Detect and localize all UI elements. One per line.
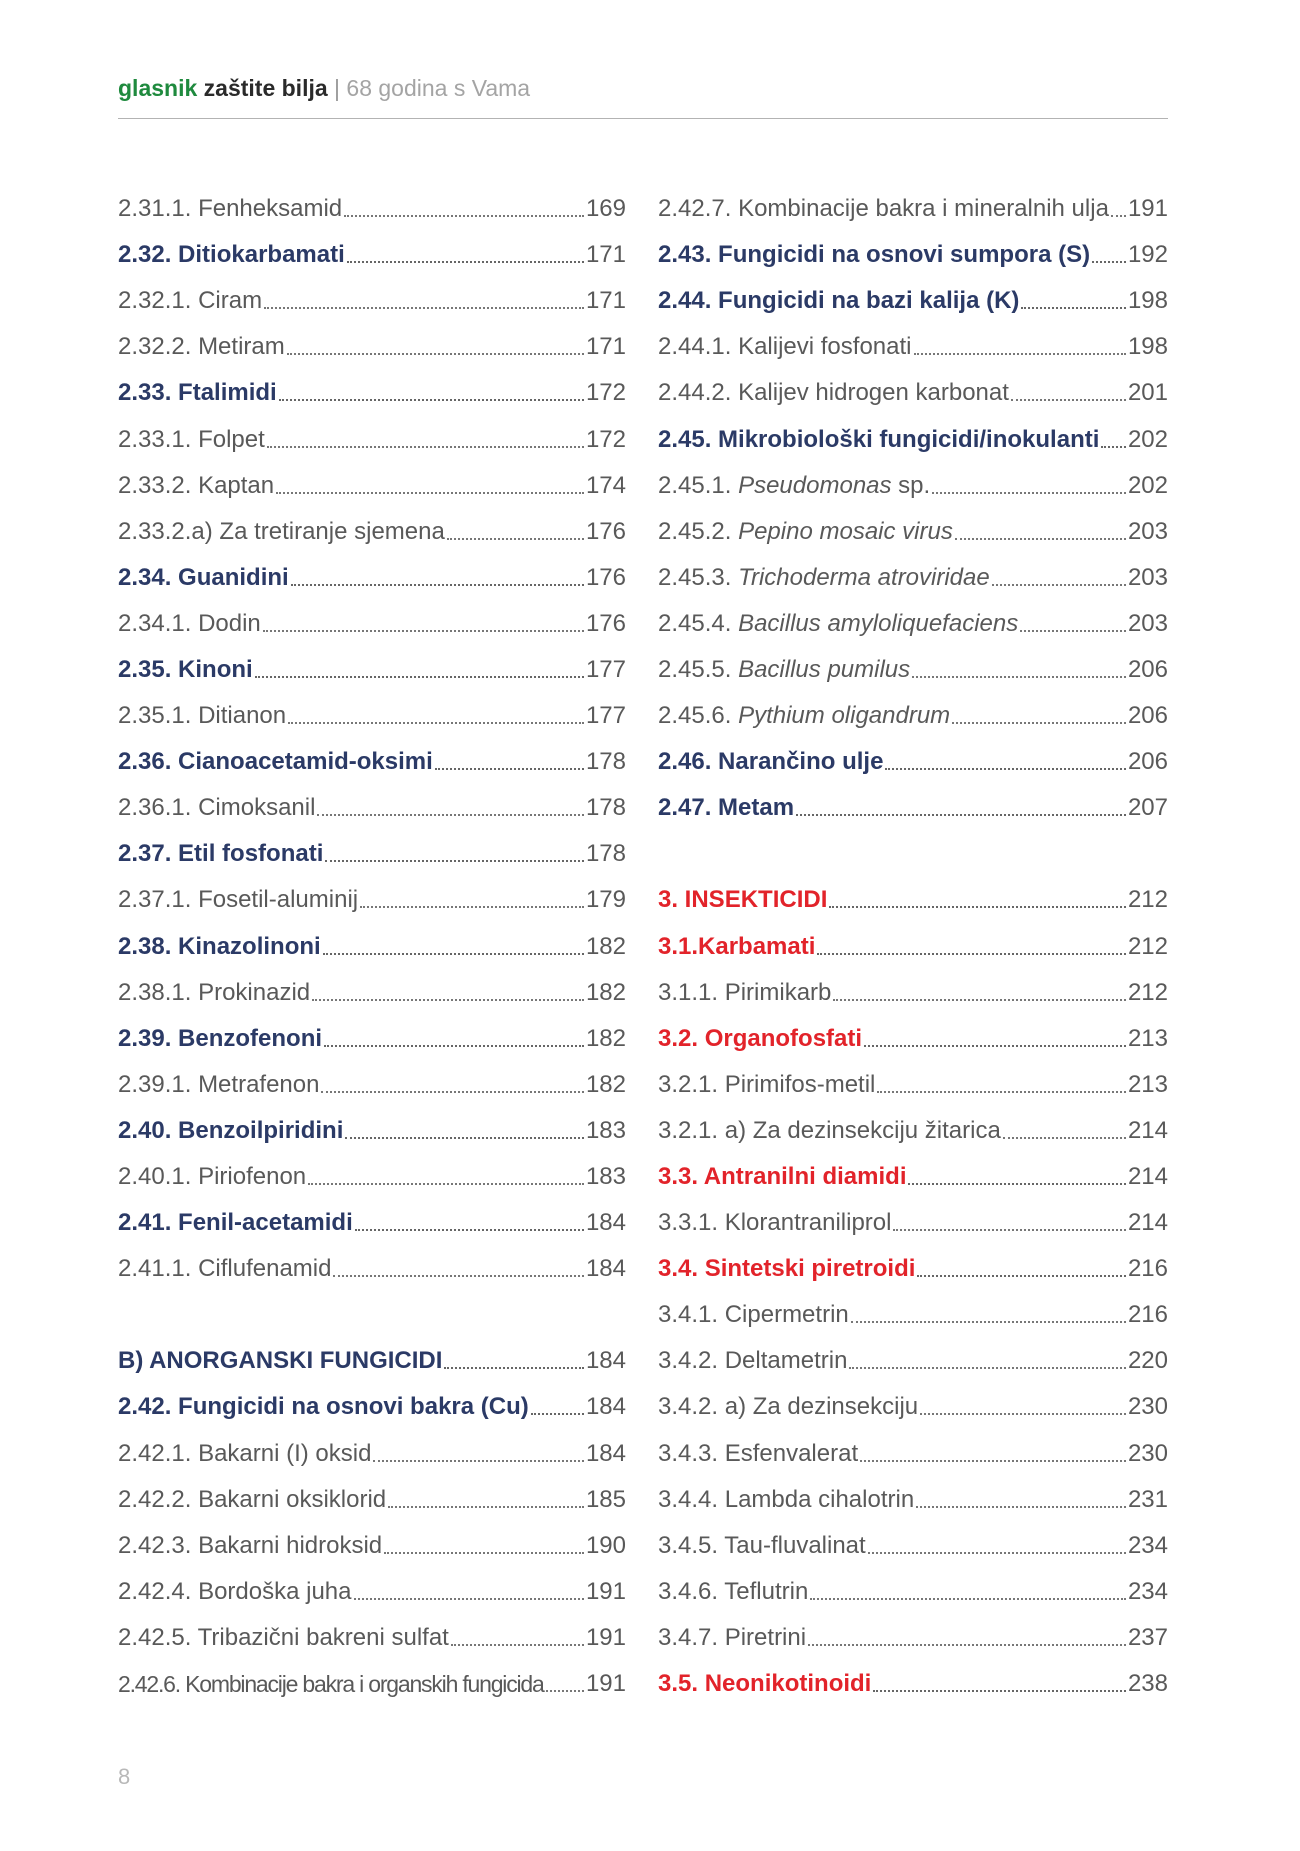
toc-entry-page: 185 [585, 1485, 626, 1513]
toc-entry-label: 2.39.1. Metrafenon [118, 1070, 320, 1098]
toc-entry-label: 3.4.1. Cipermetrin [658, 1301, 849, 1329]
toc-entry-page: 207 [1127, 794, 1168, 822]
toc-entry-page: 206 [1127, 748, 1168, 776]
toc-entry-page: 184 [585, 1393, 626, 1421]
toc-entry-label: 2.45. Mikrobiološki fungicidi/inokulanti [658, 425, 1100, 453]
toc-entry-label: 2.45.2. Pepino mosaic virus [658, 517, 953, 545]
toc-leader-dots [444, 1367, 584, 1369]
toc-entry-label: 2.33.2.a) Za tretiranje sjemena [118, 517, 445, 545]
toc-entry-label: 3.2. Organofosfati [658, 1024, 863, 1052]
toc-entry[interactable] [118, 1661, 626, 1707]
toc-entry[interactable] [658, 1523, 1168, 1569]
toc-leader-dots [344, 215, 584, 217]
toc-entry[interactable] [118, 1338, 626, 1384]
toc-entry-page: 191 [585, 1577, 626, 1605]
toc-column-right [658, 186, 1168, 1707]
toc-entry-page: 212 [1127, 932, 1168, 960]
toc-entry-label: 2.45.5. Bacillus pumilus [658, 655, 911, 683]
toc-entry[interactable] [118, 1016, 626, 1062]
toc-entry-page: 171 [585, 241, 626, 269]
toc-leader-dots [920, 1413, 1126, 1415]
toc-entry[interactable] [118, 970, 626, 1016]
toc-entry[interactable] [658, 555, 1168, 601]
toc-leader-dots [932, 492, 1126, 494]
toc-entry[interactable] [118, 1200, 626, 1246]
toc-leader-dots [912, 676, 1126, 678]
toc-entry-page: 216 [1127, 1255, 1168, 1283]
toc-entry-label: 3.5. Neonikotinoidi [658, 1670, 872, 1698]
toc-leader-dots [1021, 307, 1126, 309]
toc-entry-page: 182 [585, 1070, 626, 1098]
toc-entry-page: 203 [1127, 517, 1168, 545]
toc-entry[interactable] [118, 1523, 626, 1569]
toc-leader-dots [808, 1644, 1126, 1646]
toc-entry-label: 3.3.1. Klorantraniliprol [658, 1209, 892, 1237]
toc-entry[interactable] [658, 278, 1168, 324]
toc-entry-page: 177 [585, 655, 626, 683]
toc-leader-dots [355, 1229, 584, 1231]
toc-entry[interactable] [118, 232, 626, 278]
toc-entry-page: 213 [1127, 1070, 1168, 1098]
toc-entry-page: 220 [1127, 1347, 1168, 1375]
toc-entry-page: 171 [585, 333, 626, 361]
toc-entry-page: 202 [1127, 471, 1168, 499]
toc-entry[interactable] [658, 601, 1168, 647]
toc-leader-dots [308, 1183, 584, 1185]
toc-entry-page: 179 [585, 886, 626, 914]
toc-entry-label: 2.38. Kinazolinoni [118, 932, 321, 960]
toc-entry[interactable] [118, 416, 626, 462]
toc-leader-dots [354, 1598, 584, 1600]
toc-entry[interactable] [658, 877, 1168, 923]
toc-entry[interactable] [658, 1062, 1168, 1108]
toc-entry-page: 214 [1127, 1209, 1168, 1237]
toc-entry-label: 2.42.7. Kombinacije bakra i mineralnih ulja [658, 195, 1109, 223]
toc-entry-label: 2.44.1. Kalijevi fosfonati [658, 333, 912, 361]
toc-entry-label: 2.45.6. Pythium oligandrum [658, 702, 951, 730]
toc-entry[interactable] [658, 1154, 1168, 1200]
toc-entry-page: 203 [1127, 563, 1168, 591]
toc-entry-label: 2.35. Kinoni [118, 655, 253, 683]
toc-entry-label: 2.32. Ditiokarbamati [118, 241, 345, 269]
toc-entry[interactable] [658, 924, 1168, 970]
toc-entry-page: 184 [585, 1255, 626, 1283]
toc-leader-dots [885, 768, 1126, 770]
toc-entry-page: 172 [585, 425, 626, 453]
toc-leader-dots [325, 860, 584, 862]
toc-entry-label: 2.34. Guanidini [118, 563, 289, 591]
page-number: 8 [118, 1764, 131, 1789]
toc-entry-label: 2.45.1. Pseudomonas sp. [658, 471, 931, 499]
toc-entry-label: 2.45.4. Bacillus amyloliquefaciens [658, 609, 1019, 637]
toc-entry-page: 192 [1127, 241, 1168, 269]
toc-entry-page: 214 [1127, 1163, 1168, 1191]
toc-entry[interactable] [118, 1384, 626, 1430]
toc-entry-page: 177 [585, 702, 626, 730]
toc-entry-species: Trichoderma atroviridae [738, 563, 990, 591]
toc-entry-page: 216 [1127, 1301, 1168, 1329]
toc-entry-label: 2.46. Narančino ulje [658, 748, 884, 776]
toc-entry-label: 2.36.1. Cimoksanil [118, 794, 316, 822]
toc-leader-dots [291, 584, 584, 586]
toc-leader-dots [952, 722, 1126, 724]
toc-entry-species: Pythium oligandrum [738, 702, 951, 730]
toc-entry-page: 191 [1127, 195, 1168, 223]
toc-entry-page: 169 [585, 195, 626, 223]
toc-entry[interactable] [118, 693, 626, 739]
toc-leader-dots [1101, 446, 1126, 448]
toc-entry-species: Bacillus pumilus [738, 655, 911, 683]
toc-entry[interactable] [118, 509, 626, 555]
toc-entry-page: 202 [1127, 425, 1168, 453]
toc-entry[interactable] [658, 785, 1168, 831]
toc-entry[interactable] [118, 1246, 626, 1292]
toc-entry-label: 2.33.2. Kaptan [118, 471, 275, 499]
toc-leader-dots [992, 584, 1126, 586]
toc-entry[interactable] [658, 370, 1168, 416]
toc-entry[interactable] [658, 1569, 1168, 1615]
toc-entry-page: 191 [585, 1623, 626, 1651]
toc-entry-label: 3.4.3. Esfenvalerat [658, 1439, 859, 1467]
toc-entry-label: 2.40.1. Piriofenon [118, 1163, 307, 1191]
toc-leader-dots [287, 353, 584, 355]
toc-entry-page: 178 [585, 794, 626, 822]
toc-entry-label: 3.2.1. Pirimifos-metil [658, 1070, 876, 1098]
toc-entry-label: 2.44. Fungicidi na bazi kalija (K) [658, 287, 1020, 315]
toc-entry-label: 2.41.1. Ciflufenamid [118, 1255, 332, 1283]
toc-entry[interactable] [658, 647, 1168, 693]
toc-leader-dots [288, 722, 584, 724]
toc-entry-label: 2.35.1. Ditianon [118, 702, 287, 730]
toc-entry[interactable] [118, 924, 626, 970]
toc-entry[interactable] [118, 1615, 626, 1661]
toc-entry-species: Pepino mosaic virus [738, 517, 953, 545]
toc-entry[interactable] [118, 278, 626, 324]
toc-entry-page: 182 [585, 978, 626, 1006]
toc-leader-dots [345, 1137, 584, 1139]
toc-entry-label: 3.4.6. Teflutrin [658, 1577, 809, 1605]
toc-leader-dots [360, 906, 584, 908]
toc-entry[interactable] [658, 416, 1168, 462]
toc-entry[interactable] [118, 324, 626, 370]
toc-leader-dots [817, 953, 1126, 955]
toc-leader-dots [796, 814, 1126, 816]
toc-leader-dots [1020, 630, 1126, 632]
toc-entry-page: 182 [585, 932, 626, 960]
toc-leader-dots [860, 1460, 1126, 1462]
toc-leader-dots [264, 307, 584, 309]
toc-entry[interactable] [118, 370, 626, 416]
toc-entry-label: 2.34.1. Dodin [118, 609, 261, 637]
toc-entry[interactable] [118, 1477, 626, 1523]
toc-leader-dots [893, 1229, 1125, 1231]
toc-entry[interactable] [658, 1384, 1168, 1430]
toc-entry-label: 3.2.1. a) Za dezinsekciju žitarica [658, 1116, 1001, 1144]
toc-entry-label: 2.42.2. Bakarni oksiklorid [118, 1485, 387, 1513]
toc-entry-label: 2.40. Benzoilpiridini [118, 1116, 344, 1144]
toc-leader-dots [1003, 1137, 1126, 1139]
toc-entry-page: 234 [1127, 1577, 1168, 1605]
toc-leader-dots [1111, 215, 1126, 217]
toc-entry-species: Bacillus amyloliquefaciens [738, 609, 1019, 637]
toc-leader-dots [829, 906, 1126, 908]
toc-entry-page: 230 [1127, 1393, 1168, 1421]
toc-entry[interactable] [658, 1246, 1168, 1292]
toc-entry-page: 212 [1127, 978, 1168, 1006]
toc-leader-dots [321, 1091, 583, 1093]
toc-entry-page: 191 [585, 1670, 626, 1698]
toc-entry-page: 176 [585, 563, 626, 591]
toc-leader-dots [324, 1045, 584, 1047]
toc-entry-page: 203 [1127, 609, 1168, 637]
toc-entry-page: 234 [1127, 1531, 1168, 1559]
toc-leader-dots [531, 1413, 584, 1415]
toc-entry[interactable] [658, 232, 1168, 278]
toc-entry-label: 2.32.1. Ciram [118, 287, 263, 315]
toc-entry-label: 2.47. Metam [658, 794, 795, 822]
toc-entry-label: 2.42.1. Bakarni (I) oksid [118, 1439, 372, 1467]
toc-entry-label: 3.4.5. Tau-fluvalinat [658, 1531, 866, 1559]
toc-entry-label: 3. INSEKTICIDI [658, 886, 828, 914]
toc-entry-page: 238 [1127, 1670, 1168, 1698]
toc-leader-dots [333, 1275, 583, 1277]
toc-entry[interactable] [118, 831, 626, 877]
toc-entry[interactable] [658, 739, 1168, 785]
toc-leader-dots [546, 1690, 584, 1692]
toc-entry-label: 2.31.1. Fenheksamid [118, 195, 343, 223]
toc-entry-page: 230 [1127, 1439, 1168, 1467]
toc-entry-label: 2.41. Fenil-acetamidi [118, 1209, 353, 1237]
toc-entry-label: 3.4.2. Deltametrin [658, 1347, 848, 1375]
toc-entry-label: 2.39. Benzofenoni [118, 1024, 323, 1052]
toc-entry-page: 190 [585, 1531, 626, 1559]
toc-entry[interactable] [118, 186, 626, 232]
toc-leader-dots [851, 1321, 1126, 1323]
toc-leader-dots [312, 999, 584, 1001]
toc-entry-page: 172 [585, 379, 626, 407]
toc-entry-label: 3.1.Karbamati [658, 932, 816, 960]
toc-entry-page: 213 [1127, 1024, 1168, 1052]
toc-entry[interactable] [658, 1016, 1168, 1062]
toc-leader-dots [916, 1506, 1126, 1508]
toc-entry-label: 3.3. Antranilni diamidi [658, 1163, 907, 1191]
toc-leader-dots [868, 1552, 1126, 1554]
toc-entry[interactable] [658, 970, 1168, 1016]
toc-spacer [118, 1292, 626, 1338]
toc-entry[interactable] [118, 1431, 626, 1477]
toc-entry-page: 184 [585, 1439, 626, 1467]
toc-leader-dots [877, 1091, 1126, 1093]
toc-entry[interactable] [118, 647, 626, 693]
toc-entry-label: 2.33.1. Folpet [118, 425, 265, 453]
toc-entry-page: 174 [585, 471, 626, 499]
header-title: zaštite bilja [197, 75, 328, 101]
header-separator: | [327, 75, 347, 101]
toc-entry-page: 198 [1127, 287, 1168, 315]
toc-leader-dots [810, 1598, 1126, 1600]
toc-entry[interactable] [118, 1569, 626, 1615]
toc-entry[interactable] [118, 1108, 626, 1154]
page-header [118, 72, 530, 104]
toc-leader-dots [276, 492, 584, 494]
toc-entry-label: 2.32.2. Metiram [118, 333, 285, 361]
toc-entry-label: 2.44.2. Kalijev hidrogen karbonat [658, 379, 1009, 407]
toc-entry-label: 3.4.2. a) Za dezinsekciju [658, 1393, 919, 1421]
toc-entry-page: 184 [585, 1209, 626, 1237]
toc-entry-label: 2.33. Ftalimidi [118, 379, 277, 407]
toc-entry-label: 2.36. Cianoacetamid-oksimi [118, 748, 433, 776]
toc-entry[interactable] [658, 324, 1168, 370]
toc-entry-label: 3.1.1. Pirimikarb [658, 978, 832, 1006]
toc-entry-page: 231 [1127, 1485, 1168, 1513]
toc-entry-label: 2.43. Fungicidi na osnovi sumpora (S) [658, 241, 1091, 269]
toc-entry[interactable] [658, 1615, 1168, 1661]
toc-entry-label: 2.38.1. Prokinazid [118, 978, 311, 1006]
toc-leader-dots [317, 814, 584, 816]
toc-entry-label: 2.42.6. Kombinacije bakra i organskih fungicida [118, 1670, 544, 1697]
toc-leader-dots [864, 1045, 1126, 1047]
toc-entry[interactable] [118, 555, 626, 601]
toc-entry-page: 201 [1127, 379, 1168, 407]
toc-leader-dots [255, 676, 584, 678]
toc-leader-dots [849, 1367, 1126, 1369]
toc-entry-label: 2.37.1. Fosetil-aluminij [118, 886, 359, 914]
toc-entry-page: 183 [585, 1163, 626, 1191]
toc-entry-label: 3.4.4. Lambda cihalotrin [658, 1485, 915, 1513]
toc-entry-label: 2.42.4. Bordoška juha [118, 1577, 352, 1605]
toc-leader-dots [873, 1690, 1126, 1692]
toc-entry-label: 2.42. Fungicidi na osnovi bakra (Cu) [118, 1393, 529, 1421]
toc-leader-dots [451, 1644, 584, 1646]
toc-entry-page: 212 [1127, 886, 1168, 914]
toc-entry-page: 237 [1127, 1623, 1168, 1651]
toc-entry-label: 3.4.7. Piretrini [658, 1623, 807, 1651]
toc-leader-dots [955, 538, 1126, 540]
header-tagline: 68 godina s Vama [346, 75, 531, 101]
toc-entry-page: 214 [1127, 1116, 1168, 1144]
toc-entry-page: 184 [585, 1347, 626, 1375]
toc-entry-page: 198 [1127, 333, 1168, 361]
toc-entry-page: 183 [585, 1116, 626, 1144]
toc-entry[interactable] [658, 1108, 1168, 1154]
toc-entry-page: 206 [1127, 655, 1168, 683]
toc-leader-dots [833, 999, 1126, 1001]
toc-entry[interactable] [118, 1154, 626, 1200]
toc-entry[interactable] [118, 463, 626, 509]
toc-entry-page: 171 [585, 287, 626, 315]
toc-leader-dots [373, 1460, 584, 1462]
toc-entry[interactable] [118, 877, 626, 923]
toc-entry[interactable] [118, 601, 626, 647]
toc-leader-dots [323, 953, 584, 955]
toc-leader-dots [384, 1552, 584, 1554]
toc-entry-label: 2.45.3. Trichoderma atroviridae [658, 563, 990, 591]
toc-leader-dots [279, 399, 584, 401]
toc-leader-dots [435, 768, 584, 770]
toc-entry-label: 2.42.5. Tribazični bakreni sulfat [118, 1623, 449, 1651]
toc-entry-species: Pseudomonas [738, 471, 892, 499]
toc-entry[interactable] [658, 186, 1168, 232]
toc-entry-label: 2.42.3. Bakarni hidroksid [118, 1531, 383, 1559]
header-divider [118, 118, 1168, 119]
toc-entry-label: 3.4. Sintetski piretroidi [658, 1255, 916, 1283]
toc-entry-page: 176 [585, 517, 626, 545]
toc-entry-page: 178 [585, 840, 626, 868]
toc-entry[interactable] [658, 1431, 1168, 1477]
toc-entry-page: 178 [585, 748, 626, 776]
toc-entry[interactable] [658, 463, 1168, 509]
toc-entry-page: 176 [585, 609, 626, 637]
toc-entry[interactable] [658, 1338, 1168, 1384]
toc-entry-label: 2.37. Etil fosfonati [118, 840, 324, 868]
toc-entry[interactable] [658, 1661, 1168, 1707]
toc-leader-dots [263, 630, 584, 632]
toc-entry[interactable] [658, 1477, 1168, 1523]
toc-entry[interactable] [658, 509, 1168, 555]
toc-entry-label: B) ANORGANSKI FUNGICIDI [118, 1347, 443, 1375]
toc-leader-dots [388, 1506, 584, 1508]
toc-leader-dots [914, 353, 1126, 355]
toc-entry[interactable] [118, 1062, 626, 1108]
toc-entry-page: 182 [585, 1024, 626, 1052]
header-brand: glasnik [118, 75, 198, 101]
toc-entry[interactable] [658, 1292, 1168, 1338]
toc-leader-dots [917, 1275, 1126, 1277]
toc-leader-dots [267, 446, 584, 448]
toc-leader-dots [908, 1183, 1125, 1185]
toc-leader-dots [1092, 261, 1126, 263]
toc-entry[interactable] [658, 693, 1168, 739]
toc-entry[interactable] [658, 1200, 1168, 1246]
toc-leader-dots [1011, 399, 1126, 401]
toc-entry-page: 206 [1127, 702, 1168, 730]
toc-entry[interactable] [118, 739, 626, 785]
toc-spacer [658, 831, 1168, 877]
toc-leader-dots [347, 261, 584, 263]
toc-column-left [118, 186, 626, 1707]
toc-entry[interactable] [118, 785, 626, 831]
toc-leader-dots [447, 538, 584, 540]
